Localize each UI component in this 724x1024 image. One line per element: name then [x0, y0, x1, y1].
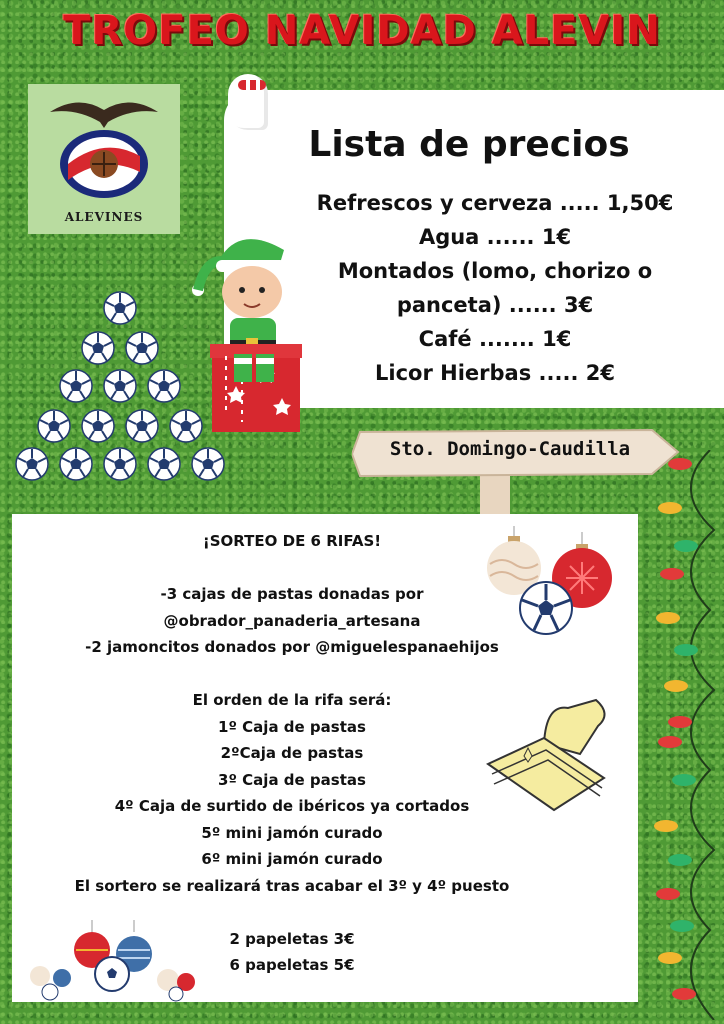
- donation-line: -2 jamoncitos donados por @miguelespanaehijos: [85, 638, 499, 656]
- scroll-curl: [228, 74, 268, 130]
- signpost-label: Sto. Domingo-Caudilla: [389, 438, 631, 460]
- raffle-order-title: El orden de la rifa será:: [192, 691, 392, 709]
- logo-label: ALEVINES: [64, 210, 144, 224]
- raffle-heading: ¡SORTEO DE 6 RIFAS!: [202, 532, 382, 550]
- raffle-order-item: 2ºCaja de pastas: [220, 744, 364, 762]
- price-item: Café ....... 1€: [418, 327, 572, 351]
- club-logo: [28, 84, 180, 234]
- ticket-price: 2 papeletas 3€: [229, 929, 355, 948]
- raffle-note: El sortero se realizará tras acabar el 3º y 4º puesto: [74, 876, 510, 895]
- donation-line: @obrador_panaderia_artesana: [163, 611, 421, 630]
- donation-line: -3 cajas de pastas donadas por: [160, 585, 424, 603]
- raffle-order-item: 5º mini jamón curado: [201, 823, 383, 842]
- price-item: Montados (lomo, chorizo o: [337, 259, 653, 283]
- poster-title: TROFEO NAVIDAD ALEVIN: [63, 8, 661, 54]
- raffle-order-item: 4º Caja de surtido de ibéricos ya cortados: [114, 797, 470, 815]
- raffle-order-item: 1º Caja de pastas: [218, 717, 366, 736]
- price-list: [300, 186, 690, 390]
- ornament-icon: [484, 526, 616, 636]
- ticket-price: 6 papeletas 5€: [229, 956, 355, 974]
- raffle-order-item: 3º Caja de pastas: [218, 770, 366, 789]
- candy-stripe-icon: [232, 78, 272, 98]
- price-item: Agua ...... 1€: [418, 225, 572, 249]
- price-item: Refrescos y cerveza ..... 1,50€: [316, 191, 674, 215]
- ornament-icon: [26, 920, 206, 1002]
- raffle-order-item: 6º mini jamón curado: [201, 850, 383, 868]
- price-list-title: Lista de precios: [308, 124, 630, 165]
- raffle-tickets-icon: [484, 694, 616, 816]
- price-item: panceta) ...... 3€: [396, 293, 594, 317]
- christmas-lights-icon: [640, 450, 724, 1020]
- football-tree-icon: [10, 286, 230, 486]
- price-item: Licor Hierbas ..... 2€: [375, 361, 615, 385]
